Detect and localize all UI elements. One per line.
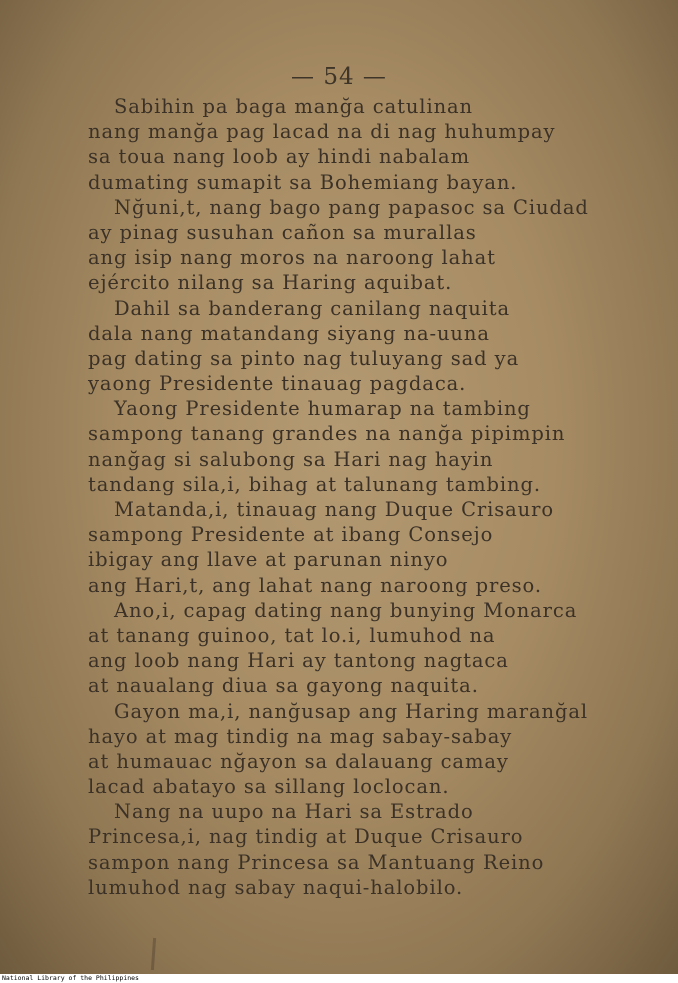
poem-line: sa toua nang loob ay hindi nabalam	[88, 145, 470, 169]
poem-line: dala nang matandang siyang na-uuna	[88, 321, 490, 345]
poem-line: ang isip nang moros na naroong lahat	[88, 246, 496, 270]
poem-line: Dahil sa banderang canilang naquita	[114, 296, 511, 320]
poem-line: Sabihin pa baga manğa catulinan	[114, 95, 474, 118]
poem-line: Nang na uupo na Hari sa Estrado	[114, 800, 474, 824]
poem-text-block	[88, 94, 628, 900]
poem-line: ay pinag susuhan cañon sa murallas	[88, 220, 477, 244]
ink-mark	[151, 938, 156, 970]
poem-line: tandang sila,i, bihag at talunang tambing.	[88, 472, 541, 496]
poem-line: ibigay ang llave at parunan ninyo	[88, 548, 449, 572]
poem-line: lacad abatayo sa sillang loclocan.	[88, 775, 450, 799]
page-number: — 54 —	[291, 64, 387, 90]
poem-line: ang loob nang Hari ay tantong nagtaca	[88, 649, 509, 673]
poem-line: at humauac nğayon sa dalauang camay	[88, 749, 509, 773]
poem-line: ejército nilang sa Haring aquibat.	[88, 271, 453, 295]
poem-line: yaong Presidente tinauag pagdaca.	[88, 372, 467, 396]
poem-line: hayo at mag tindig na mag sabay-sabay	[88, 724, 513, 748]
poem-line: Ano,i, capag dating nang bunying Monarca	[114, 598, 578, 622]
poem-line: lumuhod nag sabay naqui-halobilo.	[88, 875, 464, 899]
poem-line: sampong Presidente at ibang Consejo	[88, 523, 494, 547]
poem-line: Nğuni,t, nang bago pang papasoc sa Ciudad	[114, 195, 589, 219]
poem-line: at naualang diua sa gayong naquita.	[88, 674, 479, 698]
poem-line: sampong tanang grandes na nanğa pipimpin	[88, 422, 566, 446]
poem-line: ang Hari,t, ang lahat nang naroong preso.	[88, 573, 542, 597]
poem-line: at tanang guinoo, tat lo.i, lumuhod na	[88, 623, 496, 647]
poem-line: Gayon ma,i, nanğusap ang Haring maranğal	[114, 699, 589, 723]
poem-line: sampon nang Princesa sa Mantuang Reino	[88, 850, 545, 874]
poem-line: dumating sumapit sa Bohemiang bayan.	[88, 170, 518, 194]
poem-line: nang manğa pag lacad na di nag huhumpay	[88, 120, 556, 144]
poem-line: nanğag si salubong sa Hari nag hayin	[88, 447, 494, 471]
poem-line: pag dating sa pinto nag tuluyang sad ya	[88, 346, 520, 370]
library-credit: National Library of the Philippines	[2, 974, 139, 982]
poem-line: Matanda,i, tinauag nang Duque Crisauro	[114, 498, 555, 521]
poem-line: Princesa,i, nag tindig at Duque Crisauro	[88, 825, 524, 849]
poem-line: Yaong Presidente humarap na tambing	[114, 397, 531, 421]
